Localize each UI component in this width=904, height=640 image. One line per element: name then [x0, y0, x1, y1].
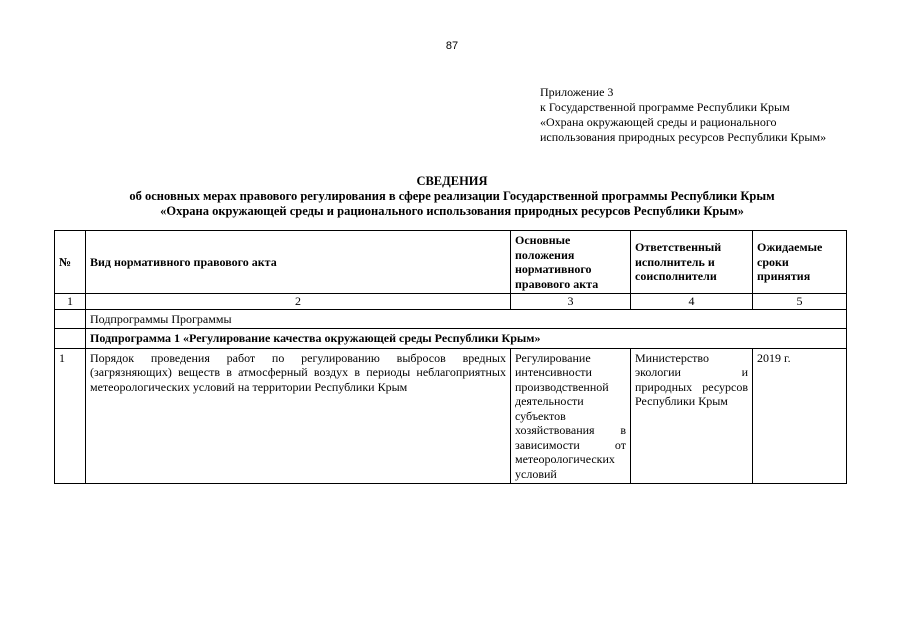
- row-act-type: Порядок проведения работ по регулированию выбросов вредных (загрязняющих) веществ в атмосферный воздух в периоды неблагоприятных метеорологических условий на территории Республики Крым: [86, 348, 511, 484]
- header-deadline: Ожидаемые сроки принятия: [753, 231, 847, 294]
- column-number-4: 4: [631, 294, 753, 310]
- appendix-line-2: к Государственной программе Республики Крым: [540, 100, 790, 114]
- measures-table: [54, 230, 847, 484]
- table-row: [55, 348, 847, 484]
- subprograms-row: [55, 309, 847, 329]
- header-act-type: Вид нормативного правового акта: [86, 231, 511, 294]
- document-subtitle-1: об основных мерах правового регулирования в сфере реализации Государственной программы Республики Крым: [129, 189, 775, 203]
- header-number: №: [55, 231, 86, 294]
- subprograms-label: Подпрограммы Программы: [86, 309, 847, 329]
- column-number-5: 5: [753, 294, 847, 310]
- row-number: 1: [55, 348, 86, 484]
- column-number-row: [55, 294, 847, 310]
- appendix-line-3: «Охрана окружающей среды и рационального использования природных ресурсов Республики Крым»: [540, 115, 827, 144]
- appendix-line-1: Приложение 3: [540, 85, 614, 99]
- subprogram-1-label: Подпрограмма 1 «Регулирование качества окружающей среды Республики Крым»: [86, 329, 847, 349]
- column-number-1: 1: [55, 294, 86, 310]
- page-number: 87: [445, 40, 459, 52]
- column-number-2: 2: [86, 294, 511, 310]
- subprogram-1-row: [55, 329, 847, 349]
- subprogram-1-number-cell: [55, 329, 86, 349]
- row-deadline: 2019 г.: [753, 348, 847, 484]
- subprograms-number-cell: [55, 309, 86, 329]
- row-executor: Министерство экологии и природных ресурсов Республики Крым: [631, 348, 753, 484]
- header-provisions: Основные положения нормативного правового акта: [511, 231, 631, 294]
- appendix-note: [540, 85, 830, 145]
- column-number-3: 3: [511, 294, 631, 310]
- header-executor: Ответственный исполнитель и соисполнители: [631, 231, 753, 294]
- row-provisions: Регулирование интенсивности производственной деятельности субъектов хозяйствования в зависимости от метеорологических условий: [511, 348, 631, 484]
- document-title: СВЕДЕНИЯ: [416, 174, 488, 188]
- table-header-row: [55, 231, 847, 294]
- document-subtitle-2: «Охрана окружающей среды и рационального использования природных ресурсов Республики Крым»: [160, 204, 744, 218]
